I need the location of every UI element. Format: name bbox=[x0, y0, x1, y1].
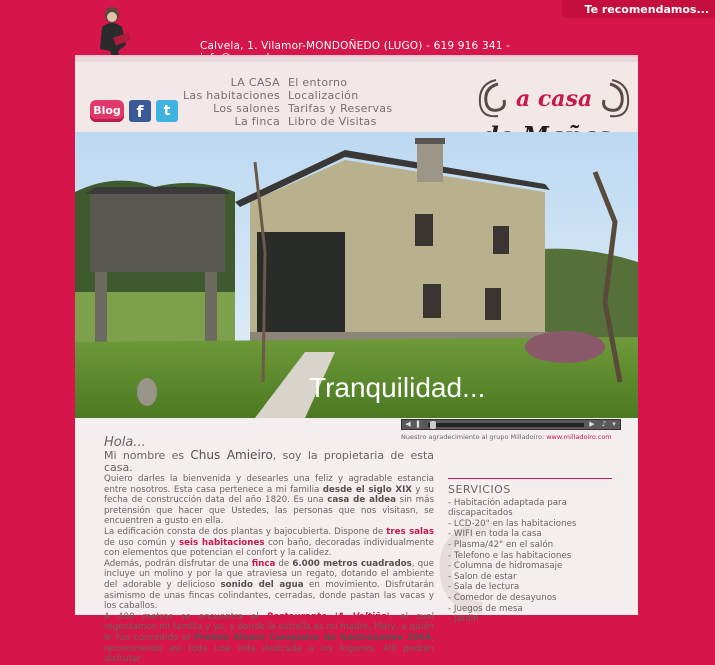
blog-button[interactable]: Blog bbox=[90, 100, 124, 122]
credit-link[interactable]: www.milladoiro.com bbox=[546, 433, 612, 441]
rewind-icon[interactable]: ◀ bbox=[405, 420, 411, 428]
nav-item-finca[interactable]: La finca bbox=[234, 115, 280, 128]
nav-item-la-casa[interactable]: LA CASA bbox=[230, 76, 280, 89]
nav-item-entorno[interactable]: El entorno bbox=[288, 76, 348, 89]
service-item: - Telefono e las habitaciones bbox=[448, 550, 572, 561]
play-icon[interactable]: ▶ bbox=[589, 420, 595, 428]
services-title: SERVICIOS bbox=[448, 483, 511, 496]
nav-item-salones[interactable]: Los salones bbox=[213, 102, 280, 115]
intro-prefix: Mi nombre es bbox=[104, 449, 191, 462]
nav-right bbox=[288, 76, 408, 128]
service-item: - Columna de hidromasaje bbox=[448, 561, 563, 572]
service-item: - Jardin bbox=[448, 614, 479, 625]
hola-heading: Hola... bbox=[104, 435, 146, 450]
recommend-tab[interactable]: Te recomendamos... bbox=[562, 0, 715, 18]
menu-icon[interactable]: ▾ bbox=[612, 420, 616, 428]
hero-caption: Tranquilidad... bbox=[309, 372, 486, 403]
hero-house-photo bbox=[75, 132, 638, 418]
paragraph-2: La edificación consta de dos plantas y bajocubierta. Dispone de tres salas de uso común y seis habitaciones con baño, decoradas individualmente con elementos que potencian el confort y la calidez. bbox=[104, 526, 434, 559]
contact-address: Calvela, 1. Vilamor-MONDOÑEDO (LUGO) - 619 916 341 - bbox=[200, 40, 511, 52]
service-item: - WIFI en toda la casa bbox=[448, 529, 542, 540]
intro-suffix: , soy la propietaria de esta casa. bbox=[104, 449, 434, 474]
music-player bbox=[401, 419, 621, 430]
credit-text: Nuestro agradecimiento al grupo Milladoiro: bbox=[401, 433, 547, 441]
nav-item-libro-visitas[interactable]: Libro de Visitas bbox=[288, 115, 377, 128]
paragraph-3: Además, podrán disfrutar de una finca de 6.000 metros cuadrados, que incluye un molino y por la que atraviesa un regato, dotando el ambiente del adorable y delicioso sonido del agua en movimiento. Disfrutarán asimismo de unas fincas colindantes, cerradas, donde pastan las vacas y los caballos. bbox=[104, 558, 434, 612]
service-item: - Plasma/42" en el salón bbox=[448, 539, 554, 550]
nav-item-localizacion[interactable]: Localización bbox=[288, 89, 359, 102]
welcome-text bbox=[104, 436, 434, 665]
services-divider bbox=[448, 478, 612, 479]
paragraph-4: A 400 metros se encuentra el Restaurante 'A Voltiña', el cual regentamos mi familia y yo, y donde la estrella es mi madre, Mary, a quién le fue concedido el Premio Álvaro Cunqueiro de Gastronomía 2004, reconociendo así toda una vida dedicada a los fogones. Allí podrán disfrutar bbox=[104, 611, 434, 665]
service-item: - LCD-20" en las habitaciones bbox=[448, 518, 577, 529]
player-knob[interactable] bbox=[430, 421, 436, 429]
volume-icon[interactable]: ♪ bbox=[601, 420, 607, 428]
facebook-icon[interactable]: f bbox=[129, 100, 151, 122]
player-track[interactable] bbox=[428, 423, 584, 427]
owner-name: Chus Amieiro bbox=[190, 448, 273, 462]
twitter-icon[interactable]: t bbox=[156, 100, 178, 122]
paragraph-1: Quiero darles la bienvenida y desearles una feliz y agradable estancia entre nosotros. Esta casa pertenece a mi familia desde el siglo XIX y su fecha de construcción data del año 1820. Es una casa de aldea sin más pretensión que hacer que Ustedes, las personas que nos visitasn, se encuentren a gusto en ella. bbox=[104, 474, 435, 527]
pause-icon[interactable]: ❚ bbox=[415, 420, 421, 428]
service-item: - Juegos de mesa bbox=[448, 603, 523, 614]
logo-line1: a casa bbox=[516, 86, 593, 112]
service-item: - Habitación adaptada para bbox=[448, 497, 567, 508]
nav-left bbox=[160, 76, 280, 128]
service-item: - Salon de estar bbox=[448, 571, 517, 582]
service-item: discapacitados bbox=[448, 508, 513, 519]
nav-item-tarifas[interactable]: Tarifas y Reservas bbox=[288, 102, 393, 115]
service-item: - Sala de lectura bbox=[448, 582, 520, 593]
services-box bbox=[448, 478, 613, 625]
service-item: - Comedor de desayunos bbox=[448, 592, 557, 603]
nav-item-habitaciones[interactable]: Las habitaciones bbox=[182, 89, 280, 102]
intro-line bbox=[104, 449, 434, 474]
